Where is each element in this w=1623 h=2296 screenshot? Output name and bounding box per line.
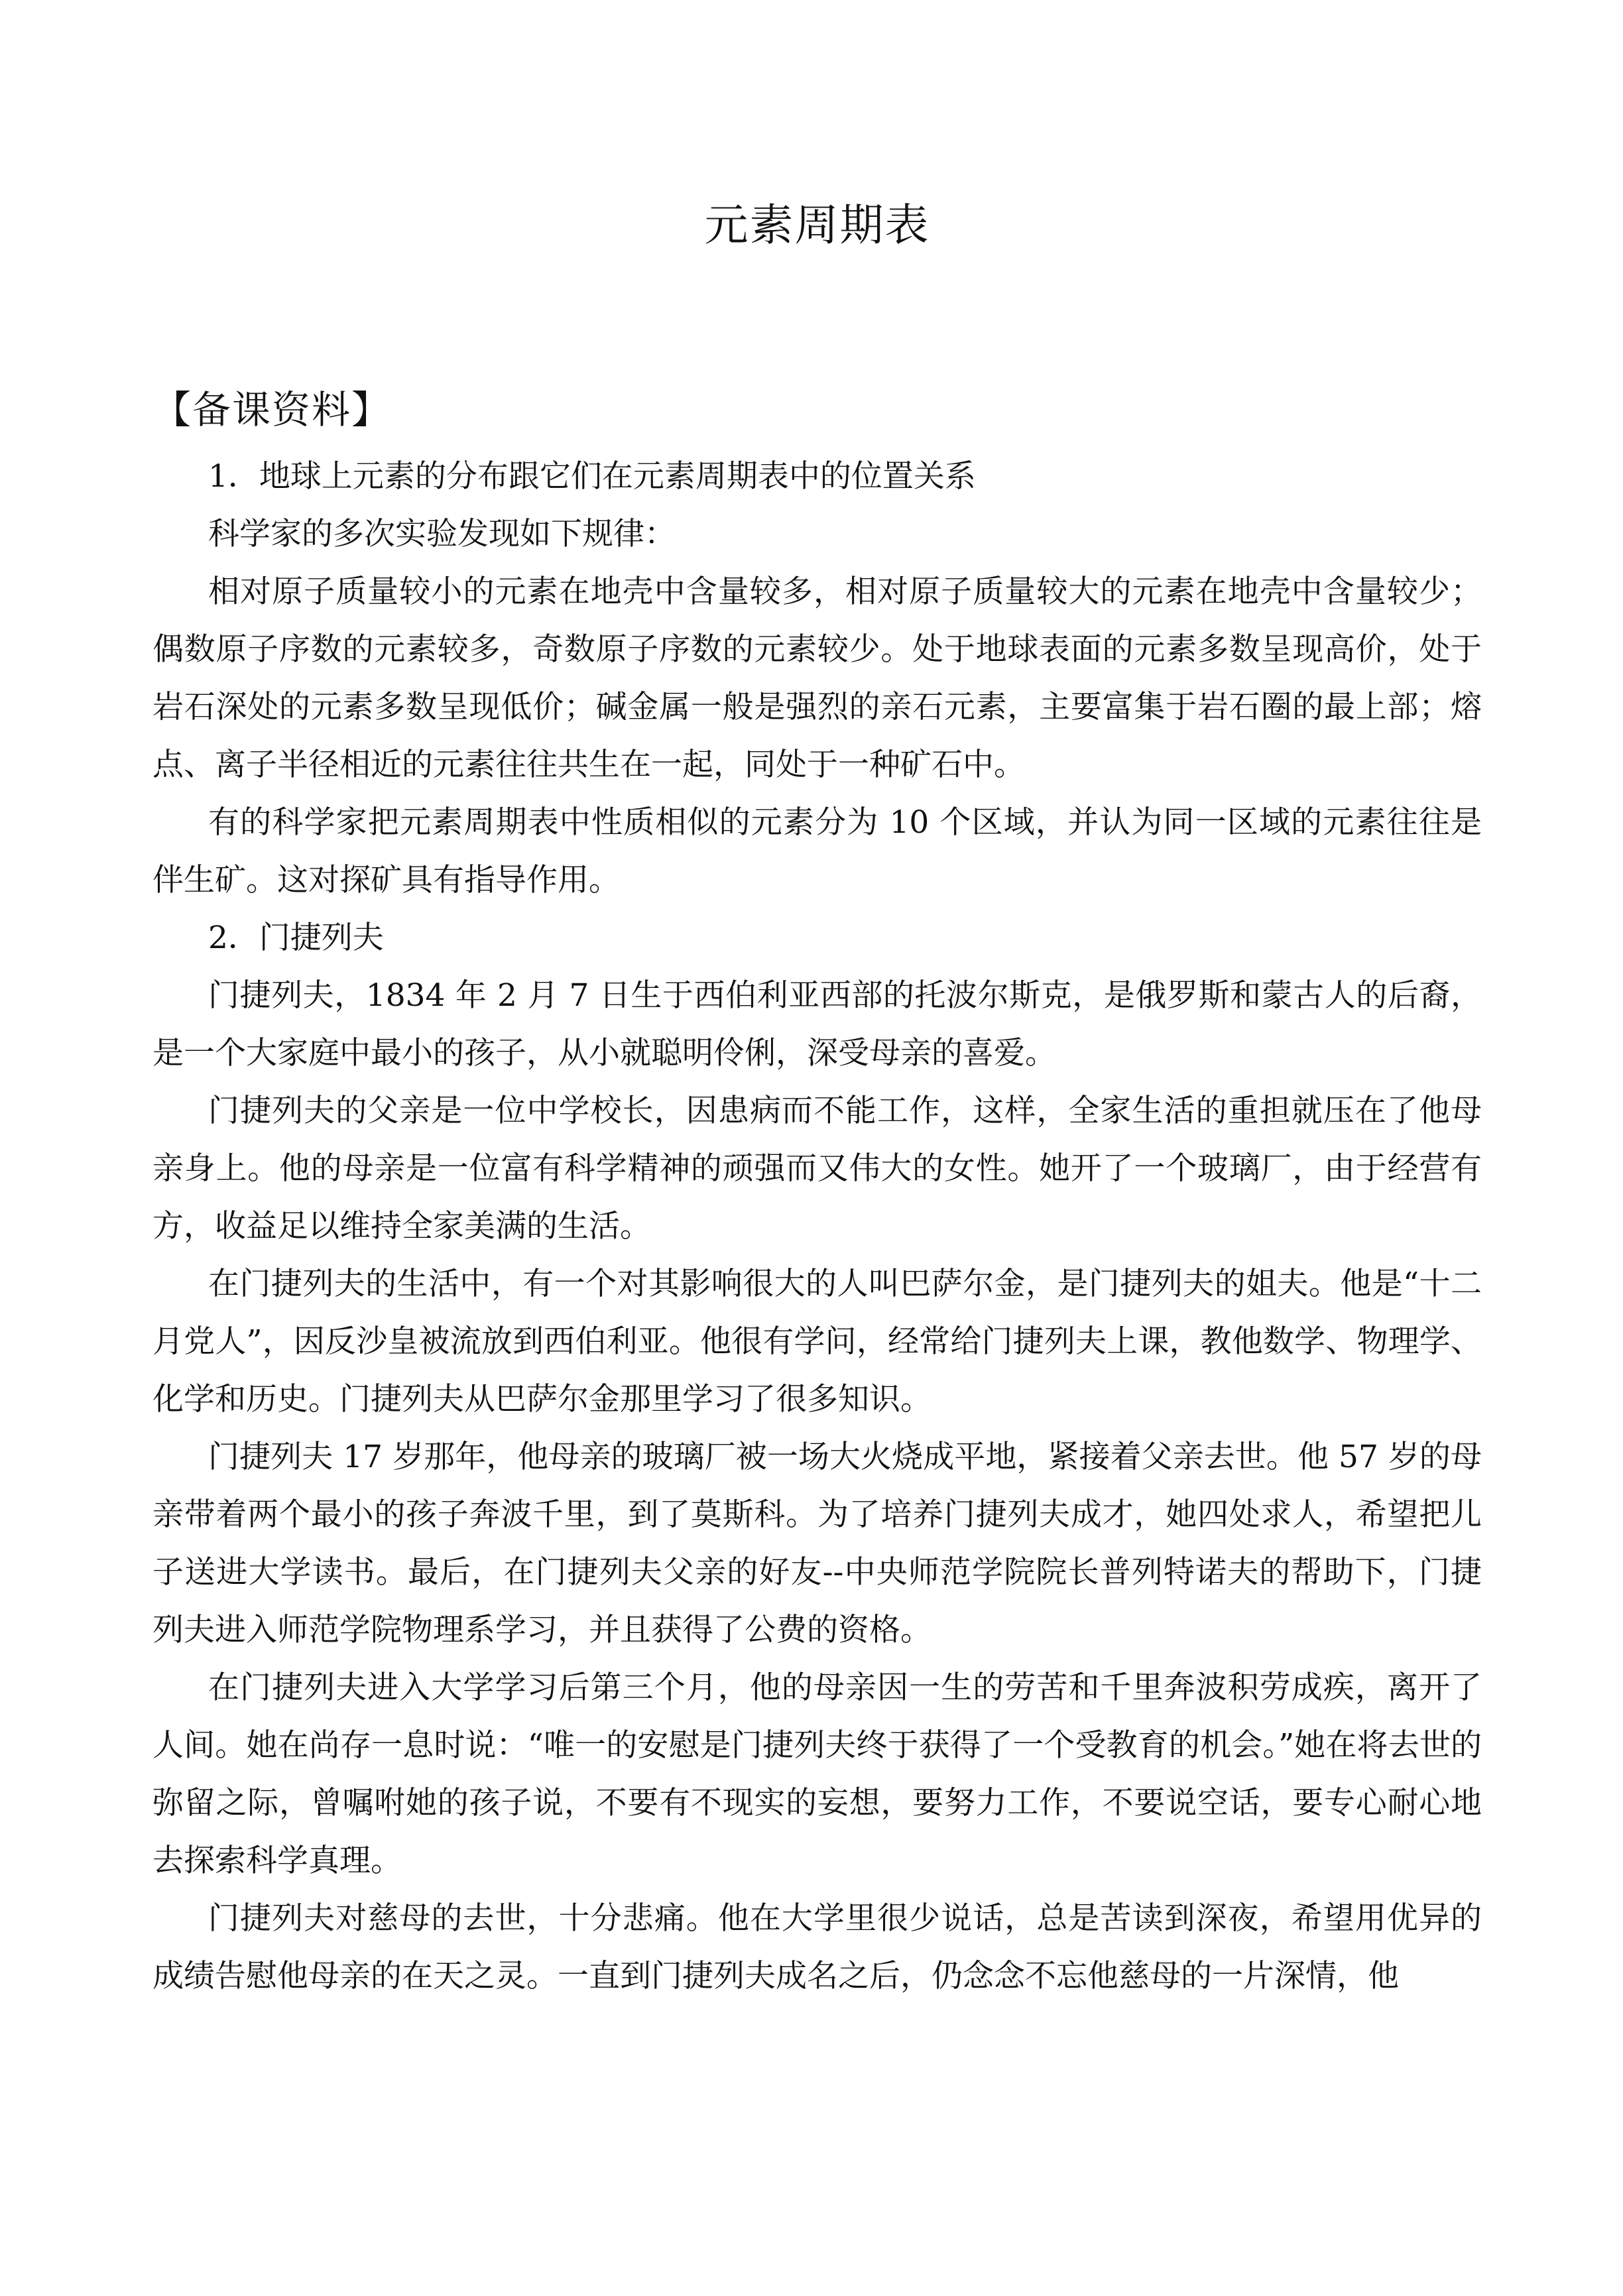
- paragraph: 有的科学家把元素周期表中性质相似的元素分为 10 个区域，并认为同一区域的元素往往是伴生矿。这对探矿具有指导作用。: [152, 804, 1482, 898]
- paragraph: 相对原子质量较小的元素在地壳中含量较多，相对原子质量较大的元素在地壳中含量较少；偶数原子序数的元素较多，奇数原子序数的元素较少。处于地球表面的元素多数呈现高价，处于岩石深处的元素多数呈现低价；碱金属一般是强烈的亲石元素，主要富集于岩石圈的最上部；熔点、离子半径相近的元素往往共生在一起，同处于一种矿石中。: [152, 574, 1482, 783]
- section-heading: 【备课资料】: [152, 387, 392, 432]
- paragraph: 在门捷列夫的生活中，有一个对其影响很大的人叫巴萨尔金，是门捷列夫的姐夫。他是“十二月党人”，因反沙皇被流放到西伯利亚。他很有学问，经常给门捷列夫上课，教他数学、物理学、化学和历史。门捷列夫从巴萨尔金那里学习了很多知识。: [152, 1266, 1482, 1418]
- document-title: 元素周期表: [704, 200, 930, 251]
- list-item-heading: 1．地球上元素的分布跟它们在元素周期表中的位置关系: [208, 458, 976, 495]
- paragraph: 在门捷列夫进入大学学习后第三个月，他的母亲因一生的劳苦和千里奔波积劳成疾，离开了人间。她在尚存一息时说：“唯一的安慰是门捷列夫终于获得了一个受教育的机会。”她在将去世的弥留之际，曾嘱咐她的孩子说，不要有不现实的妄想，要努力工作，不要说空话，要专心耐心地去探索科学真理。: [152, 1669, 1482, 1879]
- document-page: [152, 0, 1482, 2296]
- paragraph: 门捷列夫 17 岁那年，他母亲的玻璃厂被一场大火烧成平地，紧接着父亲去世。他 57 岁的母亲带着两个最小的孩子奔波千里，到了莫斯科。为了培养门捷列夫成才，她四处求人，希望把儿子送进大学读书。最后，在门捷列夫父亲的好友--中央师范学院院长普列特诺夫的帮助下，门捷列夫进入师范学院物理系学习，并且获得了公费的资格。: [152, 1439, 1482, 1648]
- paragraph: 门捷列夫对慈母的去世，十分悲痛。他在大学里很少说话，总是苦读到深夜，希望用优异的成绩告慰他母亲的在天之灵。一直到门捷列夫成名之后，仍念念不忘他慈母的一片深情，他: [152, 1900, 1482, 1994]
- paragraph: 科学家的多次实验发现如下规律：: [208, 516, 676, 552]
- list-item-heading: 2．门捷列夫: [208, 920, 384, 956]
- paragraph: 门捷列夫的父亲是一位中学校长，因患病而不能工作，这样，全家生活的重担就压在了他母亲身上。他的母亲是一位富有科学精神的顽强而又伟大的女性。她开了一个玻璃厂，由于经营有方，收益足以维持全家美满的生活。: [152, 1093, 1482, 1244]
- paragraph: 门捷列夫，1834 年 2 月 7 日生于西伯利亚西部的托波尔斯克，是俄罗斯和蒙古人的后裔，是一个大家庭中最小的孩子，从小就聪明伶俐，深受母亲的喜爱。: [152, 977, 1482, 1071]
- document-body: [152, 448, 1482, 2005]
